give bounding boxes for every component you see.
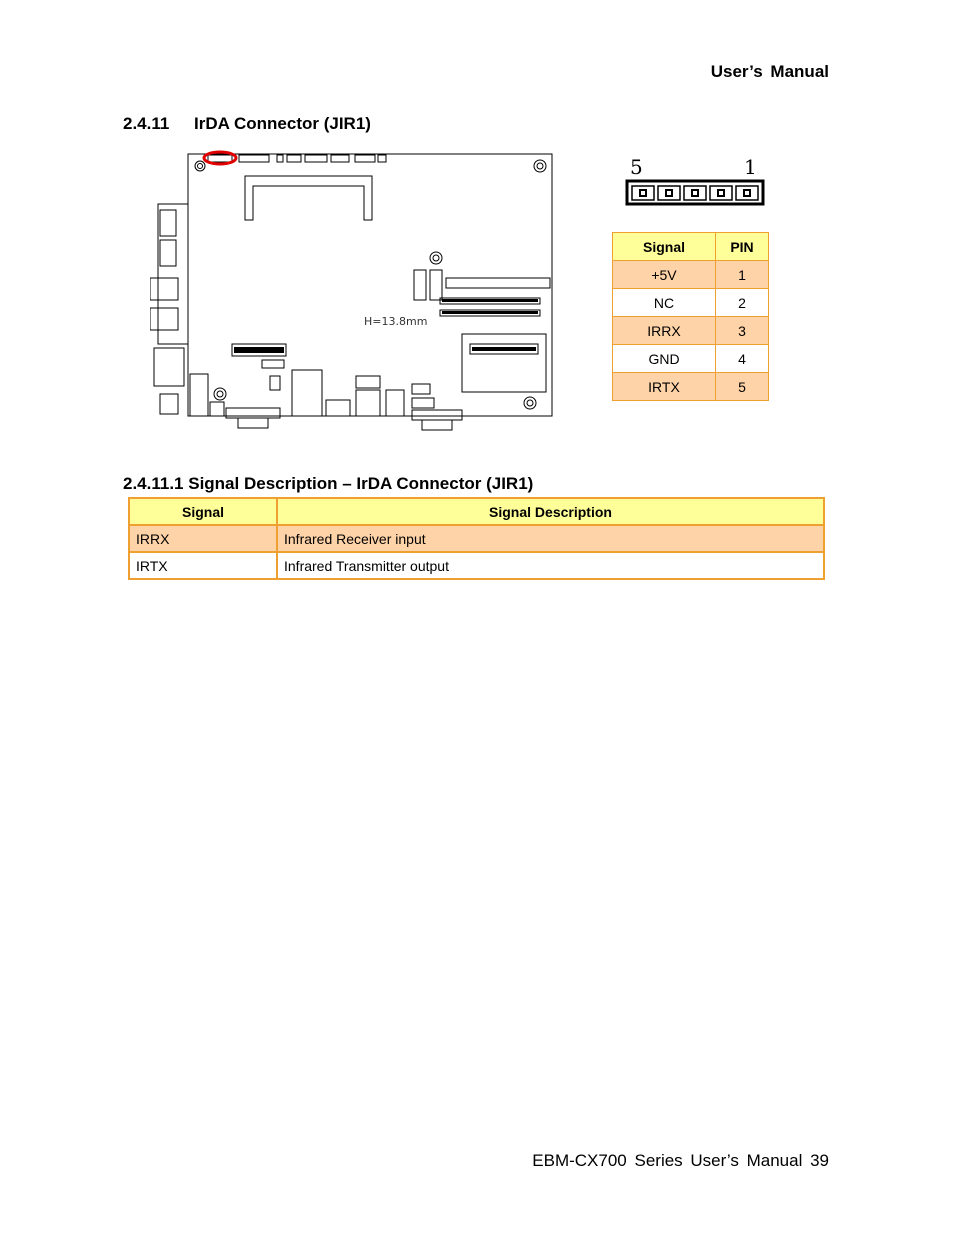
- pin-number: 2: [716, 289, 769, 317]
- desc-signal: IRTX: [129, 552, 277, 579]
- desc-text: Infrared Transmitter output: [277, 552, 824, 579]
- desc-signal: IRRX: [129, 525, 277, 552]
- running-header: User’s Manual: [710, 62, 829, 81]
- page-footer: EBM-CX700 Series User’s Manual 39: [532, 1151, 829, 1170]
- section-number: 2.4.11: [123, 114, 170, 133]
- pin-signal: +5V: [613, 261, 716, 289]
- pin-signal: IRRX: [613, 317, 716, 345]
- pin-number: 4: [716, 345, 769, 373]
- desc-table-header-signal: Signal: [129, 498, 277, 525]
- pin-signal: IRTX: [613, 373, 716, 401]
- table-row: [613, 317, 769, 345]
- pin-table-header-pin: PIN: [716, 233, 769, 261]
- pin-header-diagram: [620, 150, 770, 212]
- table-row: [613, 289, 769, 317]
- desc-text: Infrared Receiver input: [277, 525, 824, 552]
- table-row: [129, 552, 824, 579]
- desc-table-header-description: Signal Description: [277, 498, 824, 525]
- table-row: [613, 345, 769, 373]
- section-heading: [123, 114, 371, 134]
- signal-description-table: [128, 497, 825, 580]
- board-layout-diagram: [150, 148, 560, 433]
- section-title: IrDA Connector (JIR1): [194, 114, 371, 133]
- table-row: [613, 373, 769, 401]
- pin-signal: NC: [613, 289, 716, 317]
- pin-table-header-signal: Signal: [613, 233, 716, 261]
- table-row: [129, 525, 824, 552]
- pin-signal: GND: [613, 345, 716, 373]
- pin-label-left: 5: [630, 155, 643, 179]
- pin-number: 5: [716, 373, 769, 401]
- subsection-heading: 2.4.11.1 Signal Description – IrDA Connector (JIR1): [123, 474, 534, 493]
- pin-table: [612, 232, 769, 401]
- table-row: [613, 261, 769, 289]
- height-label: H=13.8mm: [364, 315, 428, 328]
- pin-number: 3: [716, 317, 769, 345]
- pin-label-right: 1: [744, 155, 757, 179]
- pin-number: 1: [716, 261, 769, 289]
